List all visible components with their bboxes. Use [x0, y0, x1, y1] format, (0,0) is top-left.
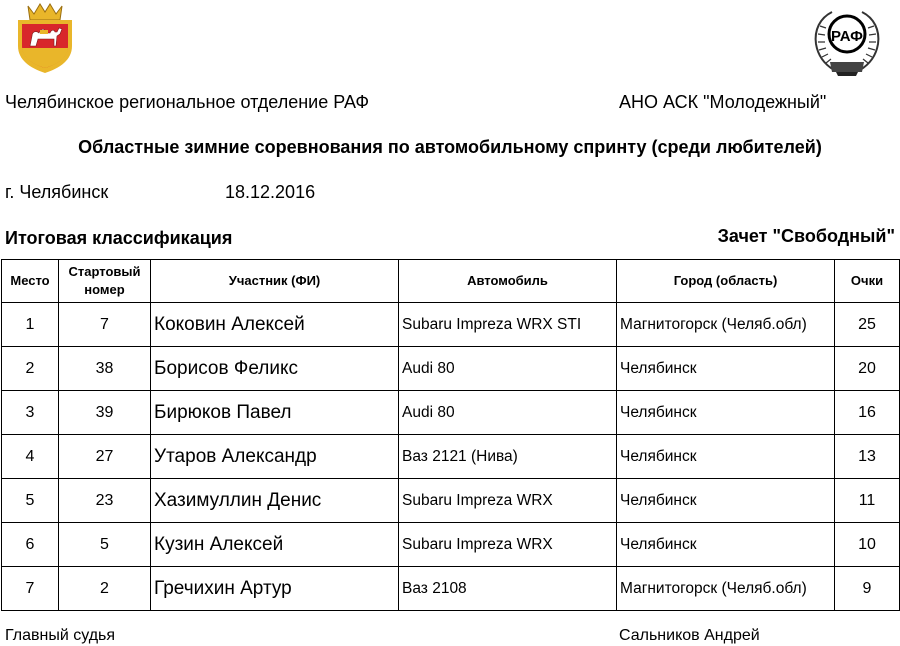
table-row [2, 567, 900, 611]
table-row [2, 303, 900, 347]
city-cell: Челябинск [617, 347, 835, 391]
place-cell: 1 [2, 303, 59, 347]
city-cell: Челябинск [617, 523, 835, 567]
participant-cell: Кузин Алексей [151, 523, 399, 567]
raf-emblem-icon [808, 6, 886, 78]
city-cell: Челябинск [617, 479, 835, 523]
start-number-cell: 27 [59, 435, 151, 479]
table-header-row [2, 260, 900, 303]
event-date: 18.12.2016 [225, 182, 316, 202]
car-cell: Audi 80 [399, 391, 617, 435]
start-number-cell: 23 [59, 479, 151, 523]
place-cell: 4 [2, 435, 59, 479]
table-row [2, 523, 900, 567]
city-cell: Магнитогорск (Челяб.обл) [617, 303, 835, 347]
points-cell: 11 [835, 479, 900, 523]
chief-judge-name: Сальников Андрей [619, 627, 760, 644]
results-table [1, 259, 900, 611]
car-cell: Audi 80 [399, 347, 617, 391]
event-city: г. Челябинск [5, 182, 109, 202]
column-header-place: Место [2, 260, 59, 303]
table-row [2, 347, 900, 391]
category-heading: Зачет "Свободный" [717, 226, 895, 246]
column-header-start-number: Стартовый номер [59, 260, 151, 303]
column-header-car: Автомобиль [399, 260, 617, 303]
organization-left: Челябинское региональное отделение РАФ [5, 92, 370, 112]
classification-heading: Итоговая классификация [5, 228, 233, 248]
document-title: Областные зимние соревнования по автомобильному спринту (среди любителей) [78, 137, 822, 157]
organization-right: АНО АСК "Молодежный" [619, 92, 827, 112]
points-cell: 25 [835, 303, 900, 347]
place-cell: 7 [2, 567, 59, 611]
participant-cell: Коковин Алексей [151, 303, 399, 347]
start-number-cell: 5 [59, 523, 151, 567]
chief-judge-label: Главный судья [5, 627, 116, 644]
column-header-points: Очки [835, 260, 900, 303]
participant-cell: Утаров Александр [151, 435, 399, 479]
chelyabinsk-coat-of-arms-icon [14, 2, 76, 74]
participant-cell: Борисов Феликс [151, 347, 399, 391]
car-cell: Ваз 2108 [399, 567, 617, 611]
start-number-cell: 39 [59, 391, 151, 435]
city-cell: Челябинск [617, 391, 835, 435]
points-cell: 13 [835, 435, 900, 479]
table-row [2, 391, 900, 435]
place-cell: 6 [2, 523, 59, 567]
participant-cell: Гречихин Артур [151, 567, 399, 611]
place-cell: 2 [2, 347, 59, 391]
car-cell: Subaru Impreza WRX [399, 523, 617, 567]
raf-emblem-text: РАФ [831, 28, 863, 45]
start-number-cell: 2 [59, 567, 151, 611]
car-cell: Subaru Impreza WRX STI [399, 303, 617, 347]
table-row [2, 479, 900, 523]
points-cell: 9 [835, 567, 900, 611]
column-header-city: Город (область) [617, 260, 835, 303]
participant-cell: Бирюков Павел [151, 391, 399, 435]
points-cell: 20 [835, 347, 900, 391]
car-cell: Ваз 2121 (Нива) [399, 435, 617, 479]
place-cell: 3 [2, 391, 59, 435]
points-cell: 16 [835, 391, 900, 435]
city-cell: Магнитогорск (Челяб.обл) [617, 567, 835, 611]
participant-cell: Хазимуллин Денис [151, 479, 399, 523]
city-cell: Челябинск [617, 435, 835, 479]
start-number-cell: 7 [59, 303, 151, 347]
start-number-cell: 38 [59, 347, 151, 391]
table-row [2, 435, 900, 479]
points-cell: 10 [835, 523, 900, 567]
place-cell: 5 [2, 479, 59, 523]
column-header-participant: Участник (ФИ) [151, 260, 399, 303]
car-cell: Subaru Impreza WRX [399, 479, 617, 523]
